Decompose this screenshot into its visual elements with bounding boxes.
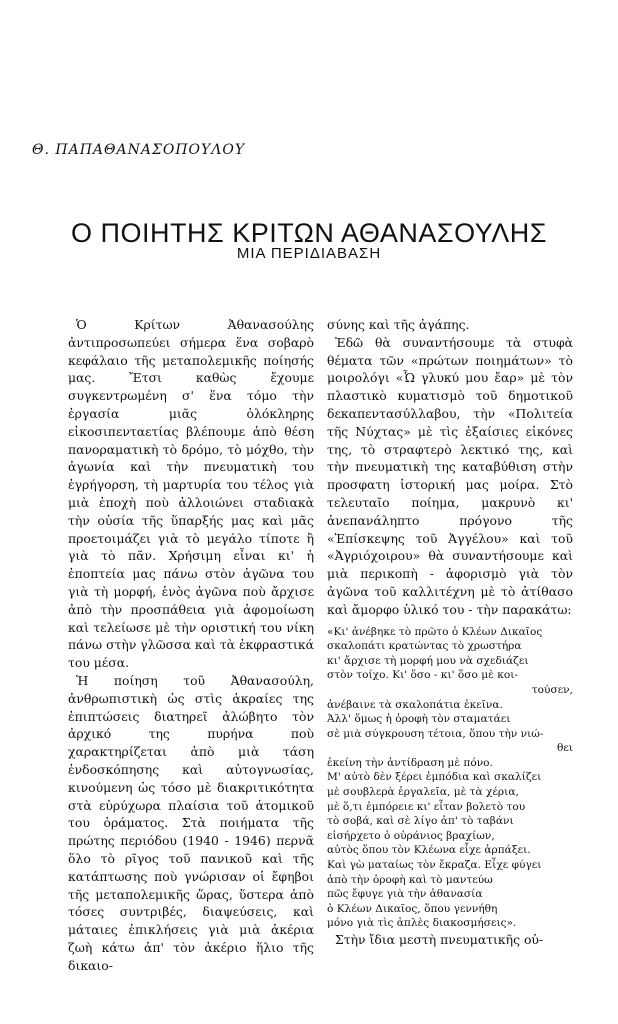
quote-line: στὸν τοίχο. Κι' ὅσο - κι' ὅσο μὲ κοι- [327,669,518,682]
quote-line: αὐτὸς ὅπου τὸν Κλέωνα εἶχε ἁρπάξει. [327,844,531,857]
quote-line: μὲ σουβλερὰ ἐργαλεῖα, μὲ τὰ χέρια, [327,786,519,799]
quote-line: ὁ Κλέων Δικαῖος, ὅπου γεννήθη [327,902,498,915]
paragraph: Ἐδῶ θὰ συναντήσουμε τὰ στυφὰ θέματα τῶν «πρώτων ποιημάτων» τὸ μοιρολόγι «Ὦ γλυκύ μου ἔαρ» μὲ τὸν πλαστικὸ κυματισμὸ τοῦ δημοτικοῦ δεκαπεντασύλλαβου, τὴν «Πολιτεία τῆς Νύχτας» μὲ τὶς ἐξαίσιες εἰκόνες της, τὸ στραφτερὸ λεκτικό της, καὶ τὴν πνευματικὴ της καταβύθιση στὴν προσφατη ἱστορική μας μοίρα. Στὸ τελευταῖο ποίημα, μακρυνὸ κι' ἀνεπανάληπτο πρόγονο τῆς «Ἐπίσκεψης τοῦ Ἀγγέλου» καὶ τοῦ «Ἀγριόχοιρου» θὰ συναντήσουμε καὶ μιὰ περικοπὴ - ἀφορισμὸ γιὰ τὸν ἀγῶνα τοῦ καλλιτέχνη μὲ τὸ ἀτίθασο καὶ ἄμορφο ὑλικό του - τὴν παρακάτω: [327,334,573,617]
quote-line: Μ' αὐτὸ δὲν ξέρει ἐμπόδια καὶ σκαλίζει [327,771,542,784]
paragraph: Στὴν ἴδια μεστὴ πνευματικῆς οὐ- [335,932,544,948]
quote-line: πῶς ἔφυγε γιὰ τὴν ἀθανασία [327,888,483,901]
left-column [68,316,314,974]
paragraph-continuation: σύνης καὶ τῆς ἀγάπης. [327,317,470,332]
author-name: Θ. ΠΑΠΑΘΑΝΑΣΟΠΟΥΛΟΥ [32,142,246,158]
quote-line: μὲ ὅ,τι ἐμπόρειε κι' εἶταν βολετὸ του [327,800,526,813]
quote-line: μόνο γιὰ τὶς ἁπλὲς διακοσμήσεις». [327,917,517,930]
paragraph: Ὁ Κρίτων Ἀθανασούλης ἀντιπροσωπεύει σήμερα ἕνα σοβαρὸ κεφάλαιο τῆς μεταπολεμικῆς ποίησής μας. Ἔτσι καθὼς ἔχουμε συγκεντρωμένη σ' ἕνα τόμο τὴν ἐργασία μιᾶς ὁλόκληρης εἰκοσιπενταετίας βλέπουμε ἀπὸ θέση πανοραματικὴ τὸ δρόμο, τὸ μόχθο, τὴν ἀγωνία καὶ τὴν πνευματικὴ του ἐγρήγορση, τὴ μαρτυρία του τέλος γιὰ μιὰ ἐποχὴ ποὺ ἀλλοιώνει σταδιακὰ τὴν οὐσία τῆς ὕπαρξής μας καὶ μᾶς προετοιμάζει γιὰ τὸ μεγάλο τίποτε ἢ γιὰ τὸ πᾶν. Χρήσιμη εἶναι κι' ἡ ἐποπτεία μας πάνω στὸν ἀγῶνα του γιὰ τὴ μορφή, ἑνὸς ἀγῶνα ποὺ ἄρχισε ἀπὸ τὴν προσπάθεια γιὰ ἀφομοίωση καὶ τελείωσε μὲ τὴν οριστική του νίκη πάνω στὴν γλῶσσα καὶ τὰ ἐκφραστικά του μέσα. [68,317,314,671]
poem-quote [327,625,573,931]
quote-line: ἀπὸ τὴν ὀροφὴ καὶ τὸ μαντεύω [327,873,493,886]
quote-line: τὸ σοβά, καὶ σὲ λίγο ἀπ' τὸ ταβάνι [327,815,514,828]
quote-line: Ἀλλ' ὅμως ἡ ὀροφὴ τὸν σταματάει [327,713,511,726]
quote-line: σὲ μιὰ σύγκρουση τέτοια, ὅπου τὴν νιώ- [327,727,544,740]
quote-line: ἀνέβαινε τὰ σκαλοπάτια ἐκεῖνα. [327,698,503,711]
quote-line: «Κι' ἀνέβηκε τὸ πρῶτο ὁ Κλέων Δικαῖος [327,625,543,638]
quote-line: θει [556,742,573,755]
article-subtitle: ΜΙΑ ΠΕΡΙΔΙΑΒΑΣΗ [236,245,382,262]
quote-line: εἰσήρχετο ὁ οὐράνιος βραχίων, [327,829,495,842]
article-title: Ο ΠΟΙΗΤΗΣ ΚΡΙΤΩΝ ΑΘΑΝΑΣΟΥΛΗΣ [71,218,547,249]
quote-line: τούσεν, [531,683,573,696]
quote-line: Καὶ γὼ ματαίως τὸν ἔκραζα. Εἶχε φύγει [327,859,542,872]
quote-line: κι' ἄρχισε τὴ μορφή μου νὰ σχεδιάζει [327,654,529,667]
quote-line: ἐκείνη τὴν ἀντίδραση μὲ πόνο. [327,756,493,769]
quote-line: σκαλοπάτι κρατώντας τὸ χρωστήρα [327,640,522,653]
paragraph: Ἡ ποίηση τοῦ Ἀθανασούλη, ἀνθρωπιστικὴ ὡς στὶς ἀκραίες της ἐπιπτώσεις διατηρεῖ ἀλώβητο τὸν ἀρχικό της πυρήνα ποὺ χαρακτηρίζεται ἀπὸ μιὰ τάση ἐνδοσκόπησης καὶ αὐτογνωσίας, κινούμενη ὡς τόσο μὲ διακριτικότητα στὰ εὐρύχωρα πλαίσια τοῦ ἀτομικοῦ του ὁράματος. Στὰ ποιήματα τῆς πρώτης περιόδου (1940 - 1946) περνᾶ ὅλο τὸ ρῖγος τοῦ πανικοῦ καὶ τῆς κατάπτωσης ποὺ γνώρισαν οἱ ἔφηβοι τῆς μεταπολεμικῆς ὥρας, ὕστερα ἀπὸ τόσες συντριβές, διαψεύσεις, καὶ μάταιες ἐπικλήσεις γιὰ μιὰ ἀκέρια ζωὴ κάτω ἀπ' τὸν ἀκέριο ἥλιο τῆς δικαιο- [68,672,314,973]
right-column [327,316,573,949]
